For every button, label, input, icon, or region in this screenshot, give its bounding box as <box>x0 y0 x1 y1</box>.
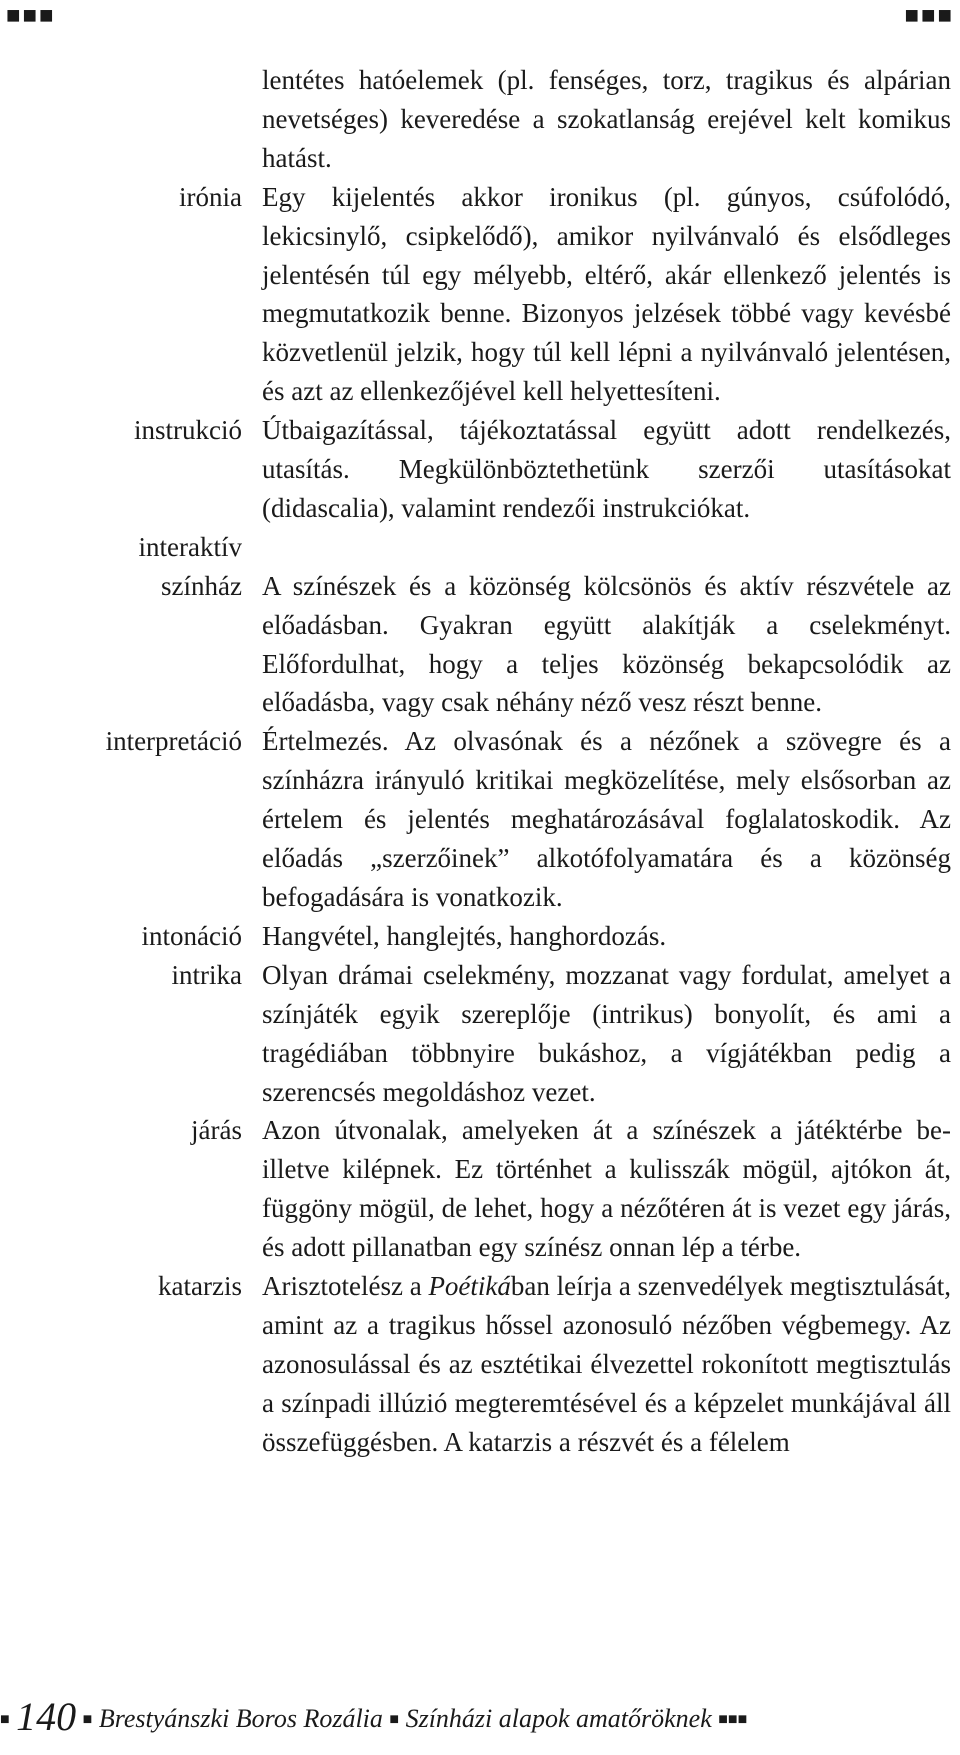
glossary-entry-jaras <box>0 1111 960 1267</box>
footer-author: Brestyánszki Boros Rozália <box>98 1704 383 1733</box>
glossary-definition: lentétes hatóelemek (pl. fenséges, torz, tragikus és alpárian nevetséges) keveredése a szokatlanság erejével kelt komikus hatást. <box>262 65 951 173</box>
glossary-term: instrukció <box>134 415 242 446</box>
glossary-entry-ironia <box>0 178 960 411</box>
glossary-term: irónia <box>179 181 242 212</box>
glossary-term-line1: interaktív <box>138 531 242 562</box>
footer-square-mark: ■ <box>82 1711 93 1728</box>
footer-book-title: Színházi alapok amatőröknek <box>405 1704 712 1733</box>
glossary-term: interpretáció <box>105 726 242 757</box>
glossary-entry-interaktiv-szinhaz <box>0 528 960 723</box>
glossary-definition: Egy kijelentés akkor ironikus (pl. gúnyos, csúfolódó, lekicsinylő, csipkelődő), amikor nyilvánvaló és elsődleges jelentésén túl egy mélyebb, eltérő, akár ellenkező jelentés is megmutatkozik benne. Bizonyos jelzések többé vagy kevésbé közvetlenül jelzik, hogy túl kell lépni a nyilvánvaló jelentésen, és azt az ellenkezőjével kell helyettesíteni. <box>262 181 951 407</box>
glossary-term-line2: színház <box>161 570 242 601</box>
page-number: 140 <box>16 1694 77 1739</box>
glossary-term: intonáció <box>141 920 242 951</box>
glossary-term: járás <box>191 1115 242 1146</box>
glossary-entry-intrika <box>0 956 960 1112</box>
glossary-definition: Azon útvonalak, amelyeken át a színészek a játéktérbe be- illetve kilépnek. Ez történhet a kulisszák mögül, ajtókon át, függöny mögül, de lehet, hogy a nézőtéren át is vezet egy járás, és adott pillanatban egy színész onnan lép a térbe. <box>262 1115 951 1263</box>
glossary-definition: Útbaigazítással, tájékoztatással együtt adott rendelkezés, utasítás. Megkülönböztethetünk szerzői utasításokat (didascalia), valamint rendezői instrukciókat. <box>262 415 951 523</box>
footer-square-mark: ■ <box>389 1711 400 1728</box>
glossary-definition <box>262 1267 951 1462</box>
glossary-entry-katarzis <box>0 1267 960 1462</box>
header-marks-left: ■■■ <box>6 3 56 29</box>
page-footer <box>0 1694 960 1739</box>
glossary-definition: Értelmezés. Az olvasónak és a nézőnek a szövegre és a színházra irányuló kritikai megközelítése, mely elsősorban az értelem és jelentés meghatározásával foglalatoskodik. Az előadás „szerzőinek” alkotófolyamatára és a közönség befogadására is vonatkozik. <box>262 726 951 913</box>
glossary-term: intrika <box>171 959 242 990</box>
definition-text-pre: Arisztotelész a <box>262 1271 429 1302</box>
glossary-entries <box>0 61 960 1462</box>
definition-text-post: ban leírja a szenvedélyek megtisztulását, amint az a tragikus hőssel azonosuló nézőben végbemegy. Az azonosulással és az esztétikai élvezettel rokonított megtisztulás a színpadi illúzió megteremtésével és a képzelet munkájával áll összefüggésben. A katarzis a részvét és a félelem <box>262 1271 951 1457</box>
glossary-definition: Hangvétel, hanglejtés, hanghordozás. <box>262 920 667 951</box>
footer-square-mark: ■ <box>0 1711 10 1728</box>
footer-trailing-marks: ■■■ <box>718 1711 748 1728</box>
glossary-term: katarzis <box>158 1271 242 1302</box>
glossary-entry-instrukcio <box>0 411 960 528</box>
glossary-entry-interpretacio <box>0 722 960 917</box>
header-marks-right: ■■■ <box>904 3 954 29</box>
glossary-entry-continuation <box>0 61 960 178</box>
glossary-entry-intonacio <box>0 917 960 956</box>
glossary-definition: Olyan drámai cselekmény, mozzanat vagy fordulat, amelyet a színjáték egyik szereplője (intrikus) bonyolít, és ami a tragédiában többnyire bukáshoz, a vígjátékban pedig a szerencsés megoldáshoz vezet. <box>262 959 951 1107</box>
glossary-term <box>0 528 242 606</box>
glossary-definition: A színészek és a közönség kölcsönös és aktív részvétele az előadásban. Gyakran együtt alakítják a cselekményt. Előfordulhat, hogy a teljes közönség bekapcsolódik az előadásba, vagy csak néhány néző vesz részt benne. <box>262 570 951 718</box>
definition-text-emphasis: Poétiká <box>428 1271 511 1302</box>
